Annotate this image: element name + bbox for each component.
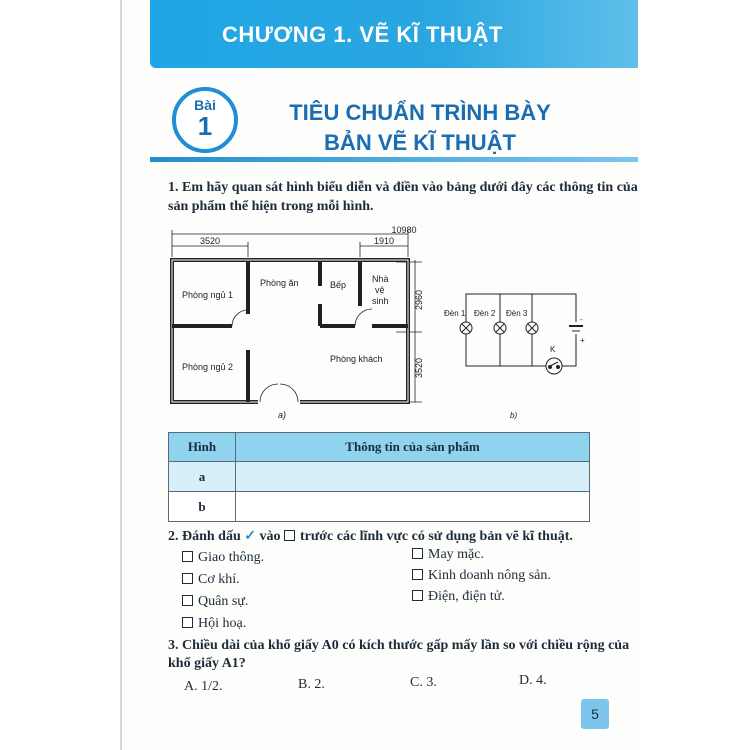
table-row — [169, 462, 590, 492]
checkbox-icon[interactable] — [182, 595, 193, 606]
floor-plan-figure — [160, 222, 424, 422]
lesson-number: 1 — [197, 111, 213, 141]
floor-plan-caption: a) — [278, 410, 287, 420]
lamp-2-label: Đèn 2 — [474, 309, 496, 318]
lamp-1-label: Đèn 1 — [444, 309, 466, 318]
answer-option-c[interactable]: C. 3. — [410, 675, 437, 690]
question1-line2: sản phẩm thể hiện trong mỗi hình. — [168, 199, 374, 214]
table-row-b-label: b — [169, 492, 236, 522]
checkbox-icon[interactable] — [412, 590, 423, 601]
room-wc-line1: Nhà — [372, 274, 389, 284]
option-item[interactable]: Kinh doanh nông sản. — [412, 568, 551, 584]
lamp-2-icon — [494, 322, 506, 334]
option-item[interactable]: Điện, điện tử. — [412, 589, 505, 605]
checkbox-sample-icon — [284, 530, 295, 541]
room-kitchen: Bếp — [330, 280, 347, 290]
table-header-figure: Hình — [169, 433, 236, 462]
lesson-title-line1: TIÊU CHUẨN TRÌNH BÀY — [289, 100, 551, 125]
battery-plus: + — [580, 336, 585, 345]
question2-text-part3: trước các lĩnh vực có sử dụng bản vẽ kĩ thuật. — [300, 529, 573, 544]
dim-total: 10980 — [391, 225, 417, 235]
room-dining: Phòng ăn — [260, 278, 299, 288]
title-rule — [150, 157, 638, 162]
chapter-title: CHƯƠNG 1. VẼ KĨ THUẬT — [222, 22, 503, 47]
question3-line2: khổ giấy A1? — [168, 656, 246, 671]
checkmark-icon: ✓ — [244, 529, 256, 544]
option-item[interactable]: Quân sự. — [182, 594, 248, 610]
room-bedroom-2: Phòng ngủ 2 — [182, 362, 234, 372]
dimension-lines — [172, 230, 422, 402]
table-header-info: Thông tin của sản phẩm — [236, 433, 590, 462]
lesson-title-line2: BẢN VẼ KĨ THUẬT — [324, 130, 516, 155]
question1-line1: 1. Em hãy quan sát hình biểu diễn và điền vào bảng dưới đây các thông tin của — [168, 180, 638, 195]
question2-text-part2: vào — [259, 529, 281, 544]
table-row-b-answer[interactable] — [236, 492, 590, 522]
option-item[interactable]: Hội hoạ. — [182, 616, 246, 632]
lamp-3-icon — [526, 322, 538, 334]
room-living: Phòng khách — [330, 354, 383, 364]
room-bedroom-1: Phòng ngủ 1 — [182, 290, 234, 300]
option-item[interactable]: May mặc. — [412, 547, 484, 563]
checkbox-icon[interactable] — [412, 548, 423, 559]
page-number: 5 — [581, 699, 609, 729]
battery-minus: - — [580, 315, 583, 324]
info-table — [168, 432, 590, 522]
option-item[interactable]: Cơ khí. — [182, 572, 240, 588]
lesson-label: Bài — [194, 97, 216, 113]
circuit-diagram — [430, 282, 600, 422]
switch-icon — [546, 358, 562, 374]
lesson-badge — [172, 87, 238, 153]
room-wc-line2: vệ — [375, 285, 385, 295]
answer-option-a[interactable]: A. 1/2. — [184, 679, 223, 694]
switch-label: K — [550, 345, 556, 354]
question2-prompt — [168, 528, 573, 545]
checkbox-icon[interactable] — [412, 569, 423, 580]
dim-left: 3520 — [199, 236, 221, 246]
question3-line1: 3. Chiều dài của khổ giấy A0 có kích thước gấp mấy lần so với chiều rộng của — [168, 638, 630, 653]
lamp-1-icon — [460, 322, 472, 334]
table-row-a-answer[interactable] — [236, 462, 590, 492]
lesson-title — [270, 98, 570, 158]
table-row-a-label: a — [169, 462, 236, 492]
room-wc-line3: sinh — [372, 296, 389, 306]
question2-text-part1: 2. Đánh dấu — [168, 529, 241, 544]
checkbox-icon[interactable] — [182, 551, 193, 562]
checkbox-icon[interactable] — [182, 617, 193, 628]
checkbox-icon[interactable] — [182, 573, 193, 584]
table-row — [169, 492, 590, 522]
circuit-caption: b) — [510, 411, 518, 420]
circuit-wires — [466, 294, 576, 366]
option-item[interactable]: Giao thông. — [182, 550, 264, 566]
answer-option-d[interactable]: D. 4. — [519, 673, 547, 688]
lamp-3-label: Đèn 3 — [506, 309, 528, 318]
dim-bottom-right: 3520 — [414, 357, 424, 379]
answer-option-b[interactable]: B. 2. — [298, 677, 325, 692]
dim-top-right: 2960 — [414, 289, 424, 311]
dim-right: 1910 — [373, 236, 395, 246]
table-header-row — [169, 433, 590, 462]
